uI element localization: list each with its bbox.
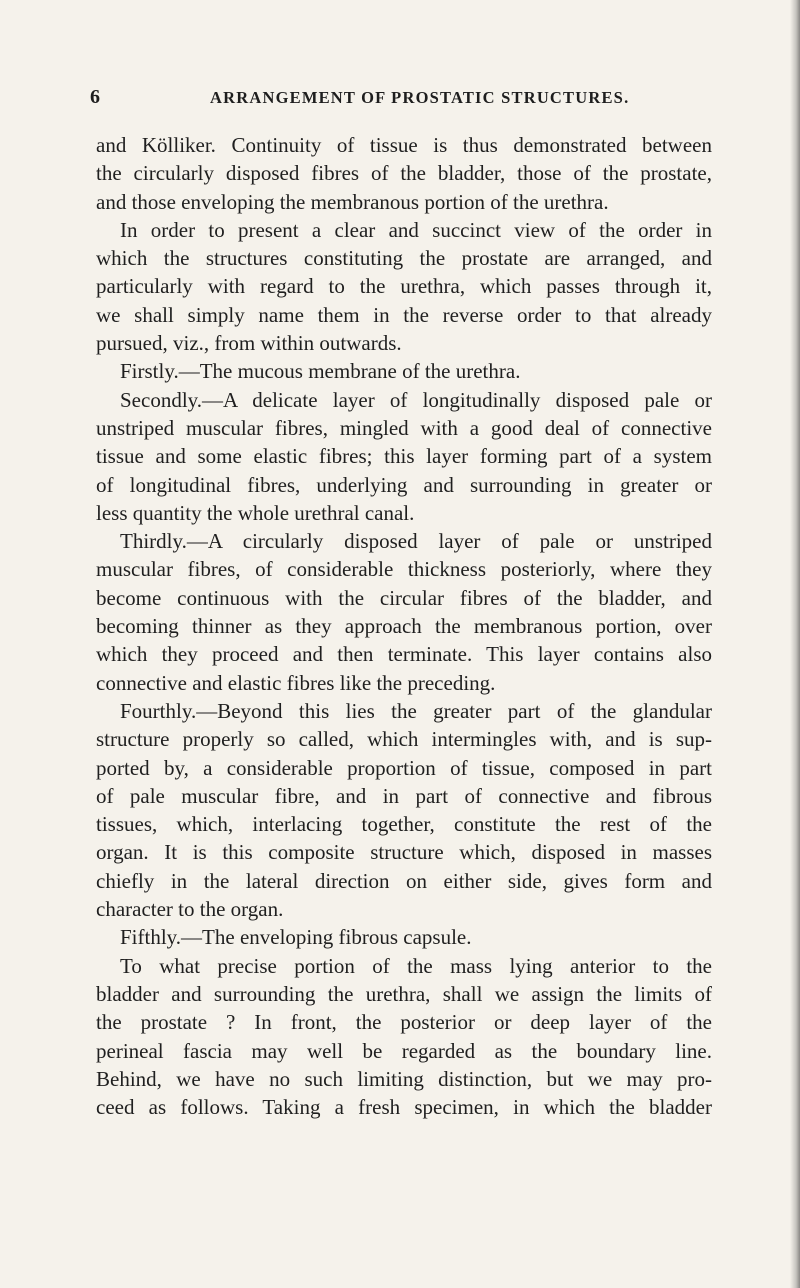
text-line: less quantity the whole urethral canal. (96, 500, 415, 525)
text-line: become continuous with the circular fibres of the bladder, and (96, 585, 712, 610)
text-line: connective and elastic fibres like the preceding. (96, 670, 496, 695)
text-line: of longitudinal fibres, underlying and surrounding in greater or (96, 472, 712, 497)
text-line: unstriped muscular fibres, mingled with a good deal of connective (96, 415, 712, 440)
text-line: Firstly.—The mucous membrane of the urethra. (120, 359, 521, 384)
text-line: character to the organ. (96, 897, 284, 922)
text-line: the prostate ? In front, the posterior or deep layer of the (96, 1010, 712, 1035)
text-line: tissues, which, interlacing together, constitute the rest of the (96, 812, 712, 837)
text-line: and those enveloping the membranous portion of the urethra. (96, 189, 609, 214)
text-line: particularly with regard to the urethra, which passes through it, (96, 274, 712, 299)
text-line: and Kölliker. Continuity of tissue is thus demonstrated between (96, 133, 712, 157)
text-line: organ. It is this composite structure which, disposed in masses (96, 840, 712, 865)
text-line: we shall simply name them in the reverse order to that already (96, 302, 712, 327)
body-text (96, 131, 712, 1121)
text-line: of pale muscular fibre, and in part of connective and fibrous (96, 783, 712, 808)
text-line: chiefly in the lateral direction on either side, gives form and (96, 868, 712, 893)
text-line: ceed as follows. Taking a fresh specimen, in which the bladder (96, 1095, 712, 1120)
page-edge-shadow (790, 0, 800, 1288)
text-line: perineal fascia may well be regarded as the boundary line. (96, 1038, 712, 1063)
text-line: In order to present a clear and succinct view of the order in (120, 217, 712, 242)
page-number: 6 (90, 86, 100, 108)
page-header (0, 86, 800, 114)
text-line: To what precise portion of the mass lying anterior to the (120, 953, 712, 978)
text-line: Thirdly.—A circularly disposed layer of pale or unstriped (120, 529, 712, 554)
text-line: ported by, a considerable proportion of tissue, composed in part (96, 755, 712, 780)
text-line: Fifthly.—The enveloping fibrous capsule. (120, 925, 472, 950)
text-line: muscular fibres, of considerable thickness posteriorly, where they (96, 557, 712, 582)
text-line: which the structures constituting the prostate are arranged, and (96, 246, 712, 271)
text-line: pursued, viz., from within outwards. (96, 331, 402, 356)
text-line: Behind, we have no such limiting distinction, but we may pro- (96, 1066, 712, 1091)
text-line: structure properly so called, which intermingles with, and is sup- (96, 727, 712, 752)
text-line: which they proceed and then terminate. This layer contains also (96, 642, 712, 667)
text-line: bladder and surrounding the urethra, shall we assign the limits of (96, 981, 712, 1006)
running-head: ARRANGEMENT OF PROSTATIC STRUCTURES. (210, 88, 630, 107)
text-line: Fourthly.—Beyond this lies the greater part of the glandular (120, 698, 712, 723)
text-line: tissue and some elastic fibres; this layer forming part of a system (96, 444, 712, 469)
text-line: becoming thinner as they approach the membranous portion, over (96, 614, 712, 639)
text-line: Secondly.—A delicate layer of longitudinally disposed pale or (120, 387, 712, 412)
text-line: the circularly disposed fibres of the bladder, those of the prostate, (96, 161, 712, 186)
